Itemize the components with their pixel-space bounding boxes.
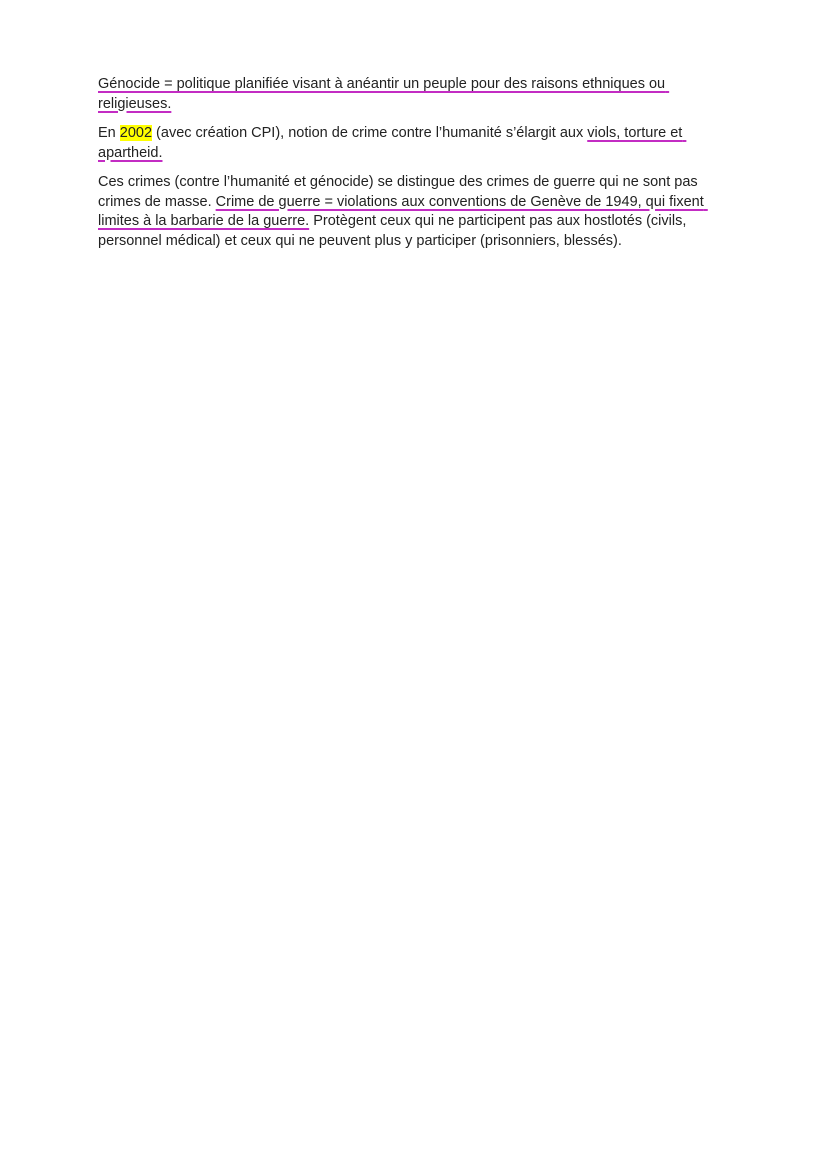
paragraph-cpi-2002	[98, 124, 729, 163]
text-run: (avec création CPI), notion de crime contre l’humanité s’élargit aux	[152, 125, 588, 141]
underlined-run-viols-torture-apartheid: viols, torture et apartheid.	[98, 125, 687, 161]
highlighted-run-2002: 2002	[119, 125, 153, 141]
paragraph-genocide-definition	[98, 75, 729, 114]
underlined-run-crime-de-guerre-definition: Crime de guerre = violations aux conventions de Genève de 1949, qui fixent limites à la barbarie de la guerre.	[98, 193, 708, 229]
document-text-block	[98, 75, 729, 261]
text-run: En	[98, 125, 120, 141]
paragraph-crimes-de-guerre	[98, 173, 729, 251]
underlined-run-genocide-definition: Génocide = politique planifiée visant à anéantir un peuple pour des raisons ethniques ou religieuses.	[98, 76, 670, 112]
text-run: Protègent ceux qui ne participent pas aux hostlotés (civils, personnel médical) et ceux qui ne peuvent plus y participer (prisonniers, blessés).	[98, 213, 691, 249]
text-run: Ces crimes (contre l’humanité et génocide) se distingue des crimes de guerre qui ne sont pas crimes de masse.	[98, 174, 702, 210]
